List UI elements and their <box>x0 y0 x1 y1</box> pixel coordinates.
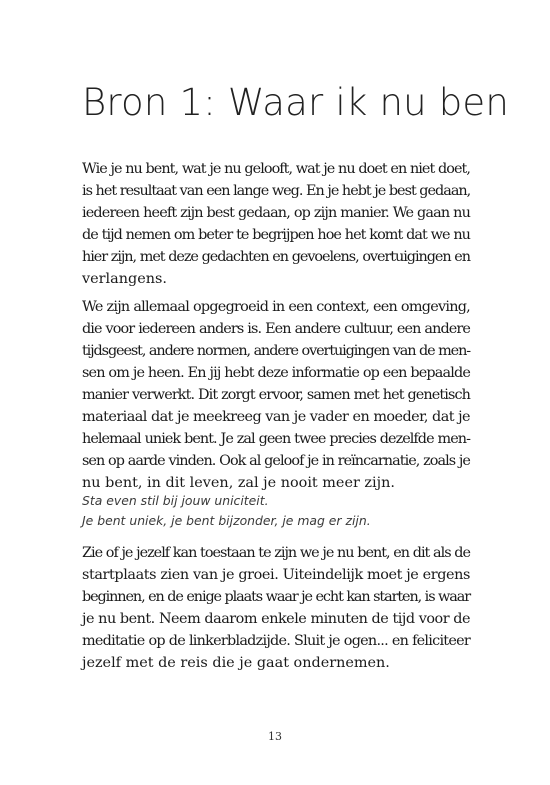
quote-line: Sta even stil bij jouw uniciteit. <box>82 493 269 508</box>
text-line: je nu bent. Neem daarom enkele minuten de tijd voor de <box>82 611 470 627</box>
chapter-title: Bron 1: Waar ik nu ben <box>82 81 510 124</box>
text-line: verlangens. <box>82 271 167 287</box>
quote-line: Je bent uniek, je bent bijzonder, je mag er zijn. <box>82 513 371 528</box>
text-line: sen op aarde vinden. Ook al geloof je in reïncarnatie, zoals je <box>82 453 470 469</box>
text-line: die voor iedereen anders is. Een andere cultuur, een andere <box>82 321 470 337</box>
text-line: manier verwerkt. Dit zorgt ervoor, samen met het genetisch <box>82 387 470 403</box>
text-line: is het resultaat van een lange weg. En je hebt je best gedaan, <box>82 183 471 199</box>
text-line: Wie je nu bent, wat je nu gelooft, wat je nu doet en niet doet, <box>82 161 470 177</box>
text-line: nu bent, in dit leven, zal je nooit meer zijn. <box>82 475 395 491</box>
text-line: We zijn allemaal opgegroeid in een context, een omgeving, <box>82 299 470 315</box>
reflection-quote <box>82 491 371 531</box>
text-line: helemaal uniek bent. Je zal geen twee precies dezelfde men- <box>82 431 470 447</box>
text-line: Zie of je jezelf kan toestaan te zijn we je nu bent, en dit als de <box>82 545 470 561</box>
paragraph-3 <box>82 542 470 674</box>
text-line: materiaal dat je meekreeg van je vader en moeder, dat je <box>82 409 470 425</box>
text-line: beginnen, en de enige plaats waar je echt kan starten, is waar <box>82 589 470 605</box>
text-line: startplaats zien van je groei. Uiteindelijk moet je ergens <box>82 567 470 583</box>
text-line: iedereen heeft zijn best gedaan, op zijn manier. We gaan nu <box>82 205 470 221</box>
page-number: 13 <box>268 730 282 743</box>
text-line: meditatie op de linkerbladzijde. Sluit je ogen... en feliciteer <box>82 633 470 649</box>
text-line: hier zijn, met deze gedachten en gevoelens, overtuigingen en <box>82 249 470 265</box>
paragraph-1 <box>82 158 470 290</box>
paragraph-2 <box>82 296 470 494</box>
text-line: sen om je heen. En jij hebt deze informatie op een bepaalde <box>82 365 470 381</box>
text-line: de tijd nemen om beter te begrijpen hoe het komt dat we nu <box>82 227 470 243</box>
text-line: jezelf met de reis die je gaat ondernemen. <box>82 655 390 671</box>
text-line: tijdsgeest, andere normen, andere overtuigingen van de men- <box>82 343 470 359</box>
